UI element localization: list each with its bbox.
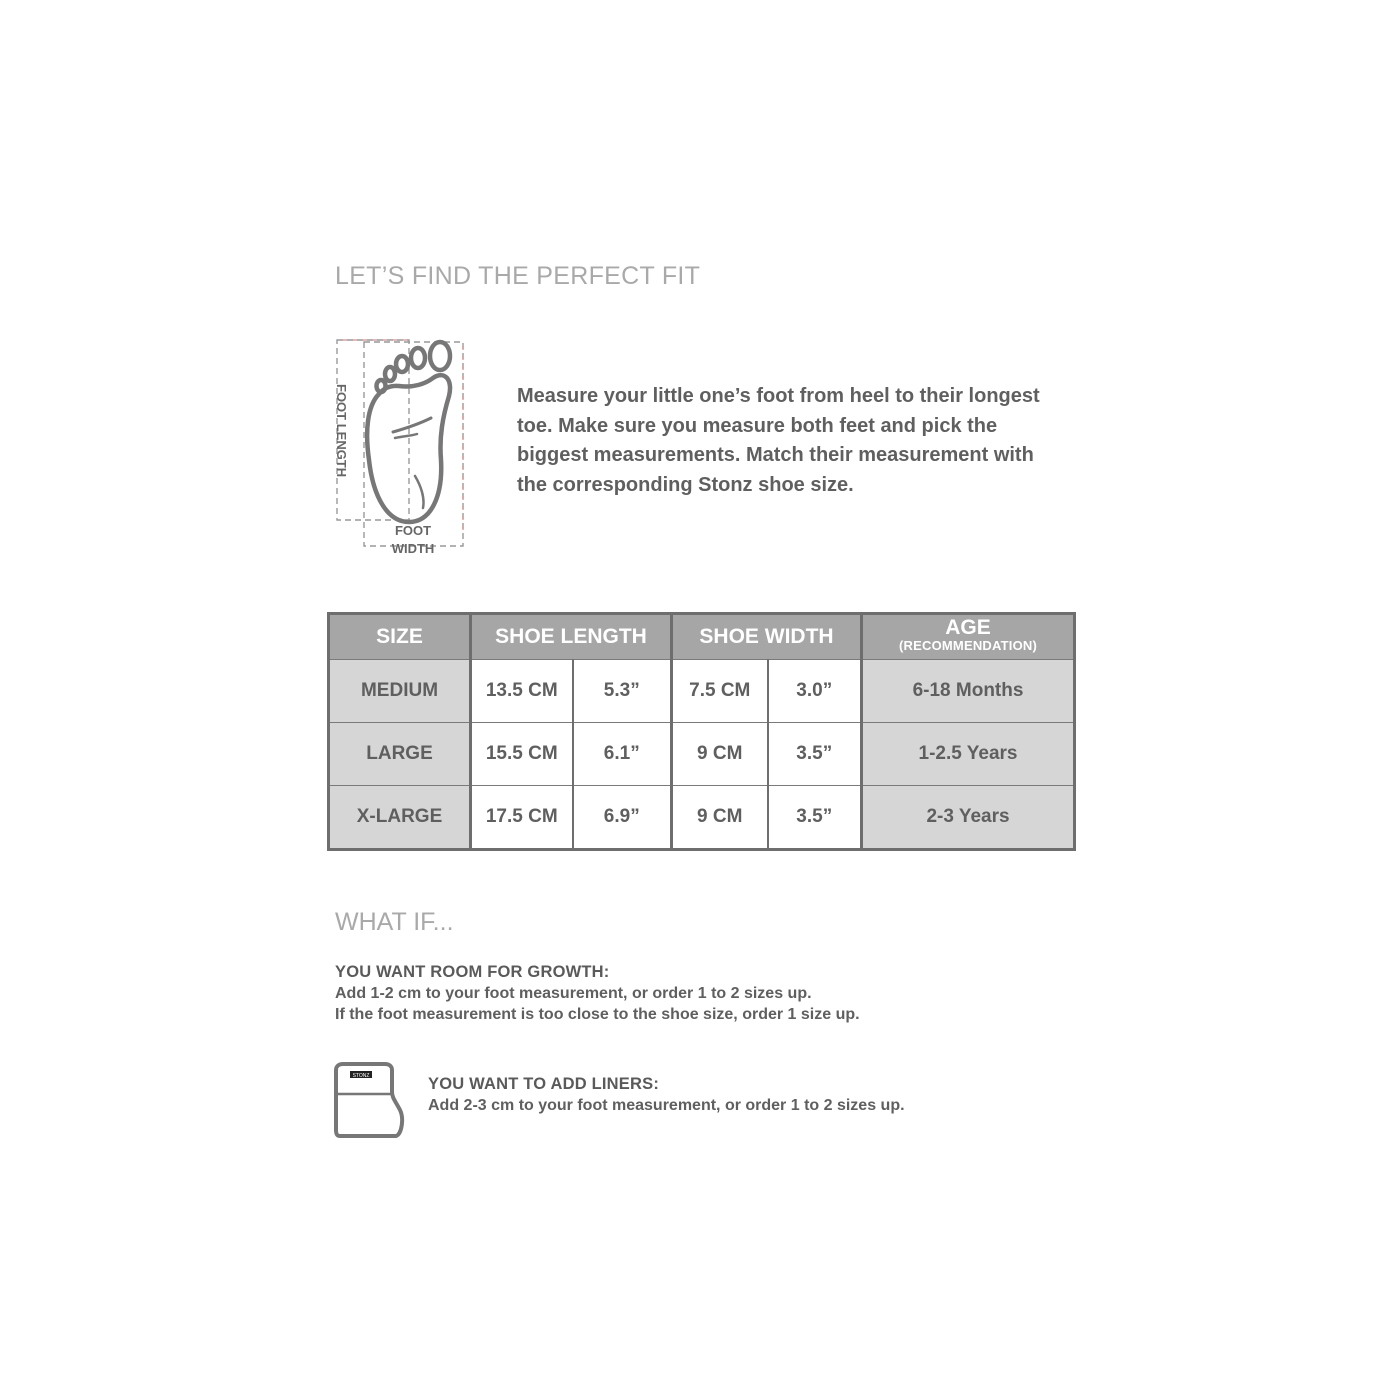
growth-section xyxy=(335,962,860,1025)
liners-section xyxy=(428,1074,905,1116)
growth-line-1: Add 1-2 cm to your foot measurement, or order 1 to 2 sizes up. xyxy=(335,985,812,1002)
measure-instructions: Measure your little one’s foot from heel to their longest toe. Make sure you measure both feet and pick the biggest measurements. Match their measurement with the corresponding Stonz shoe size. xyxy=(517,385,1040,496)
width-in-cell: 3.5” xyxy=(768,786,862,850)
header-size: SIZE xyxy=(329,614,471,660)
size-cell: LARGE xyxy=(329,723,471,786)
foot-width-guide xyxy=(364,342,463,546)
header-age-subtitle: (RECOMMENDATION) xyxy=(899,638,1038,653)
liner-icon-label: STONZ xyxy=(352,1073,370,1079)
width-cm-cell: 9 CM xyxy=(672,723,768,786)
foot-measurement-diagram xyxy=(333,336,468,560)
growth-title: YOU WANT ROOM FOR GROWTH: xyxy=(335,963,610,981)
foot-width-label-top: FOOT xyxy=(394,523,432,538)
length-cm-cell: 13.5 CM xyxy=(471,660,573,723)
table-header-row xyxy=(329,614,1075,660)
page-title: LET’S FIND THE PERFECT FIT xyxy=(335,262,701,290)
foot-width-label-bottom: WIDTH xyxy=(391,541,435,556)
header-age-title: AGE xyxy=(945,616,991,639)
width-in-cell: 3.5” xyxy=(768,723,862,786)
size-cell: MEDIUM xyxy=(329,660,471,723)
length-cm-cell: 15.5 CM xyxy=(471,723,573,786)
liners-title: YOU WANT TO ADD LINERS: xyxy=(428,1075,660,1093)
size-chart-table xyxy=(327,612,1076,851)
table-row xyxy=(329,786,1075,850)
whatif-heading: WHAT IF... xyxy=(335,908,454,936)
age-cell: 2-3 Years xyxy=(862,786,1075,850)
header-shoe-width: SHOE WIDTH xyxy=(672,614,862,660)
age-cell: 6-18 Months xyxy=(862,660,1075,723)
table-row xyxy=(329,723,1075,786)
header-age xyxy=(862,614,1075,660)
liners-line-1: Add 2-3 cm to your foot measurement, or order 1 to 2 sizes up. xyxy=(428,1097,905,1114)
length-in-cell: 5.3” xyxy=(573,660,672,723)
size-cell: X-LARGE xyxy=(329,786,471,850)
foot-length-label: FOOT LENGTH xyxy=(334,384,349,478)
width-cm-cell: 9 CM xyxy=(672,786,768,850)
width-cm-cell: 7.5 CM xyxy=(672,660,768,723)
length-in-cell: 6.9” xyxy=(573,786,672,850)
table-row xyxy=(329,660,1075,723)
age-cell: 1-2.5 Years xyxy=(862,723,1075,786)
length-in-cell: 6.1” xyxy=(573,723,672,786)
width-in-cell: 3.0” xyxy=(768,660,862,723)
header-shoe-length: SHOE LENGTH xyxy=(471,614,672,660)
growth-line-2: If the foot measurement is too close to the shoe size, order 1 size up. xyxy=(335,1006,860,1023)
length-cm-cell: 17.5 CM xyxy=(471,786,573,850)
liner-icon xyxy=(330,1062,405,1140)
